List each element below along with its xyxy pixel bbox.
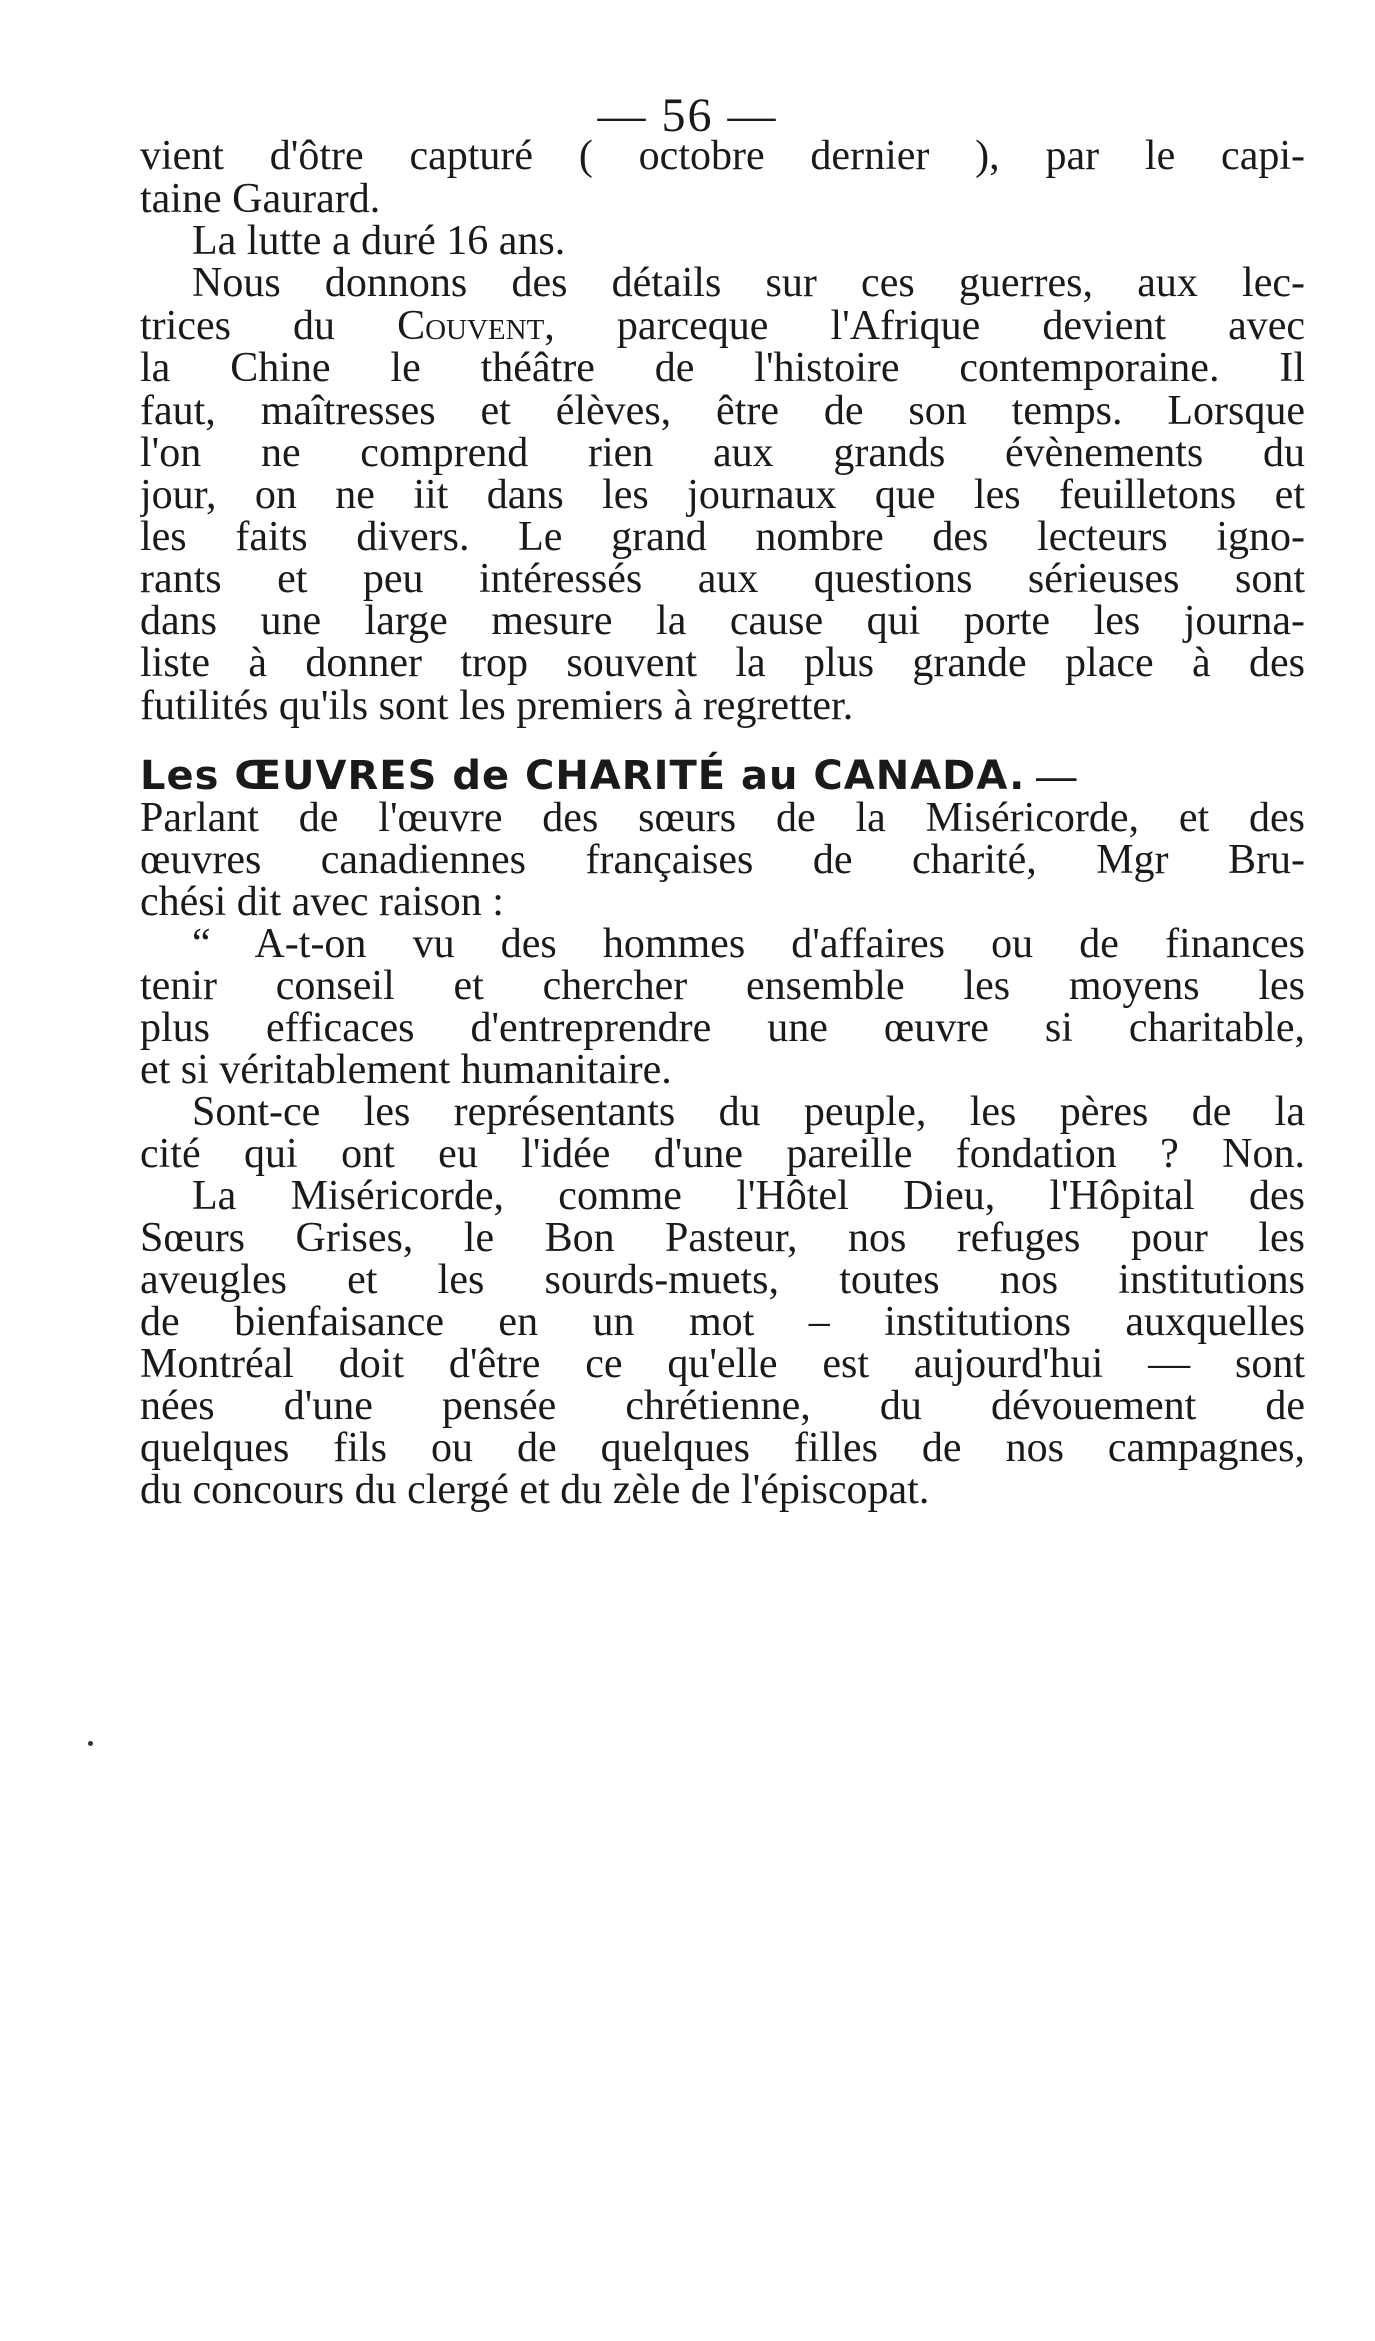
text-line: rants et peu intéressés aux questions sérieuses sont [140,556,1305,602]
text-line: La lutte a duré 16 ans. [192,218,566,264]
text-line: La Miséricorde, comme l'Hôtel Dieu, l'Hôpital des [192,1173,1305,1219]
text-line: faut, maîtresses et élèves, être de son temps. Lorsque [140,388,1305,434]
text-fragment: , parceque l'Afrique devient avec [544,303,1305,349]
text-line: tenir conseil et chercher ensemble les moyens les [140,963,1305,1009]
text-line: plus efficaces d'entreprendre une œuvre si charitable, [140,1005,1305,1051]
stray-ink-mark [88,1741,93,1746]
text-line: liste à donner trop souvent la plus grande place à des [140,640,1305,686]
text-line: l'on ne comprend rien aux grands évènements du [140,430,1305,476]
text-line: nées d'une pensée chrétienne, du dévouement de [140,1383,1305,1429]
text-line: jour, on ne iit dans les journaux que les feuilletons et [140,472,1305,518]
heading-dash: — [1025,753,1078,798]
text-line: Sœurs Grises, le Bon Pasteur, nos refuges pour les [140,1215,1305,1261]
text-line: de bienfaisance en un mot – institutions auxquelles [140,1299,1305,1345]
text-line: Parlant de l'œuvre des sœurs de la Miséricorde, et des [140,795,1305,841]
text-line: cité qui ont eu l'idée d'une pareille fondation ? Non. [140,1131,1305,1177]
text-line: vient d'ôtre capturé ( octobre dernier ), par le capi- [140,133,1305,179]
text-line: la Chine le théâtre de l'histoire contemporaine. Il [140,345,1305,391]
text-line: futilités qu'ils sont les premiers à regretter. [140,683,854,729]
text-line: Sont-ce les représentants du peuple, les pères de la [192,1089,1305,1135]
text-line: quelques fils ou de quelques filles de nos campagnes, [140,1425,1305,1471]
text-line: les faits divers. Le grand nombre des lecteurs igno- [140,514,1305,560]
text-line: taine Gaurard. [140,176,381,222]
text-line: Montréal doit d'être ce qu'elle est aujourd'hui — sont [140,1341,1305,1387]
text-line: chési dit avec raison : [140,879,504,925]
text-line: œuvres canadiennes françaises de charité, Mgr Bru- [140,837,1305,883]
text-line: “ A-t-on vu des hommes d'affaires ou de finances [192,921,1305,967]
text-line: aveugles et les sourds-muets, toutes nos institutions [140,1257,1305,1303]
text-line: Nous donnons des détails sur ces guerres, aux lec- [192,260,1305,306]
text-line: dans une large mesure la cause qui porte les journa- [140,598,1305,644]
journal-name: Couvent [397,303,545,349]
page-number: — 56 — [597,89,778,142]
text-line: et si véritablement humanitaire. [140,1047,672,1093]
section-heading-text: Les ŒUVRES de CHARITÉ au CANADA. [140,753,1026,799]
text-fragment: trices du [140,303,398,349]
text-line: du concours du clergé et du zèle de l'épiscopat. [140,1467,930,1513]
